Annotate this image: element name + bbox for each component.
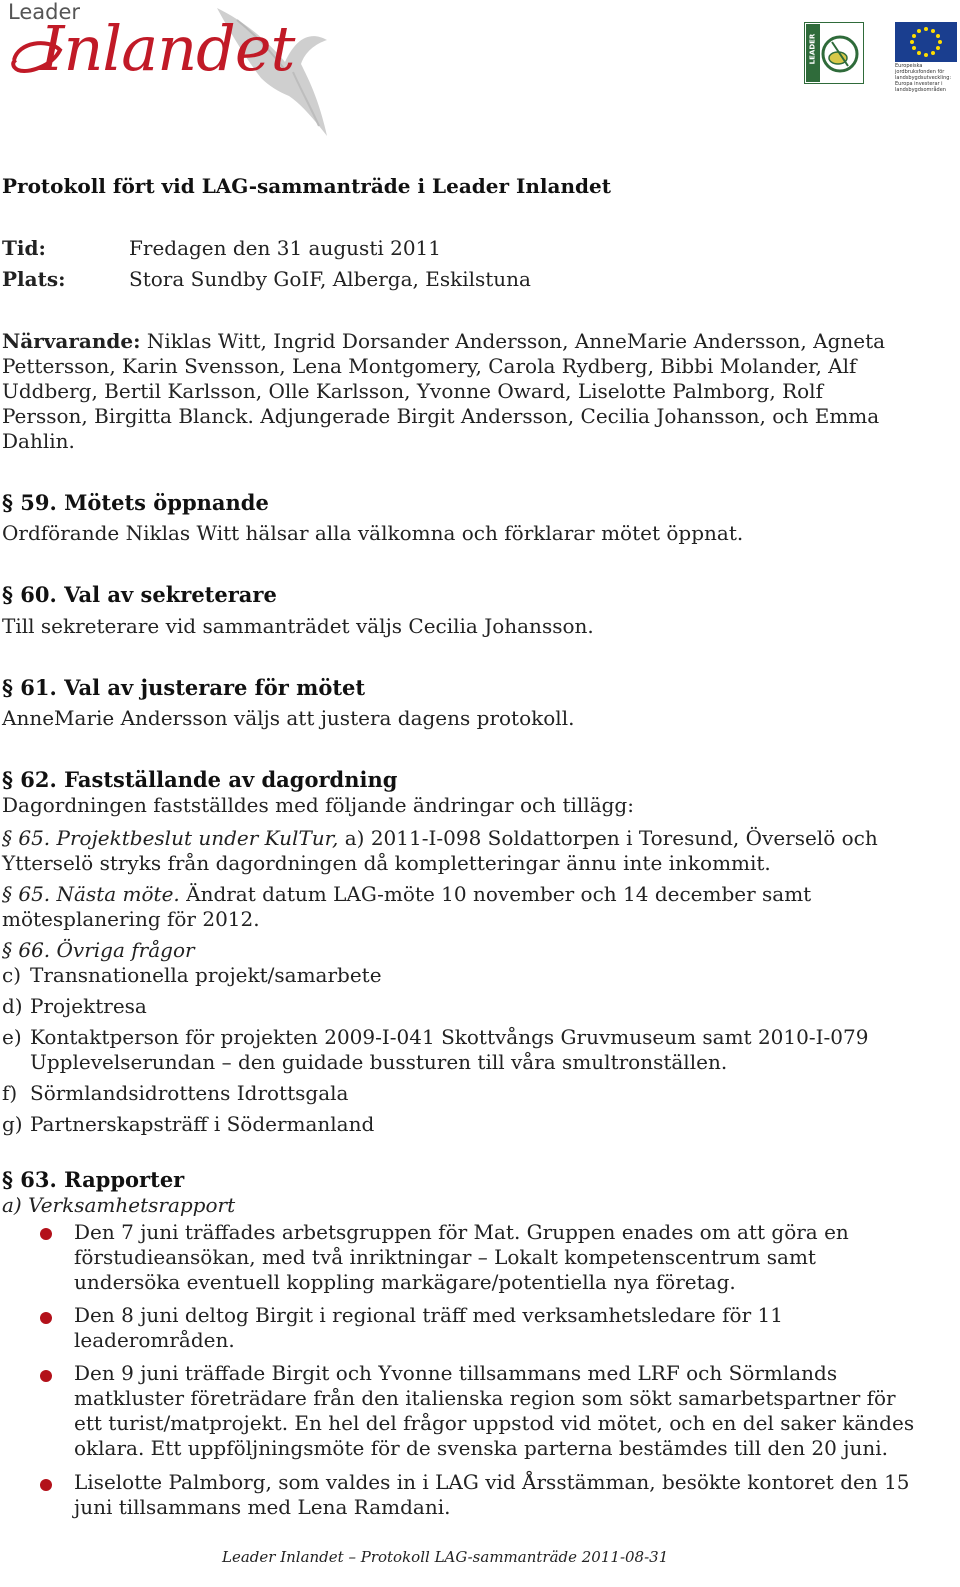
list-item-e-line2: Upplevelserundan – den guidade bussturen till våra smultronställen.	[30, 1050, 728, 1074]
narvarande-paragraph	[2, 329, 902, 454]
section-63-heading: § 63. Rapporter	[2, 1167, 185, 1192]
eu-caption: Europeiska jordbruksfonden för landsbygdsutveckling: Europa investerar i landsbygdsområden	[895, 63, 952, 93]
agenda-change-1-line2: Ytterselö stryks från dagordningen då kompletteringar ännu inte inkommit.	[2, 851, 771, 875]
narvarande-line-1: Närvarande: Niklas Witt, Ingrid Dorsander Andersson, AnneMarie Andersson, Agneta	[2, 329, 886, 353]
report-bullet-1: Den 7 juni träffades arbetsgruppen för Mat. Gruppen enades om att göra en förstudieansökan, med två inriktningar – Lokalt kompetenscentrum samt undersöka eventuell koppling markägare/potentiella nya företag.	[74, 1220, 849, 1294]
list-item-g: g) Partnerskapsträff i Södermanland	[2, 1112, 375, 1136]
agenda-change-2: § 65. Nästa möte. Ändrat datum LAG-möte 10 november och 14 december samt	[2, 882, 812, 906]
section-62-body: Dagordningen fastställdes med följande ändringar och tillägg:	[2, 793, 634, 817]
section-59-heading: § 59. Mötets öppnande	[2, 490, 269, 515]
report-bullet-4: Liselotte Palmborg, som valdes in i LAG vid Årsstämman, besökte kontoret den 15 juni tillsammans med Lena Ramdani.	[74, 1470, 910, 1519]
bullet-icon	[40, 1312, 52, 1324]
narvarande-line-5: Dahlin.	[2, 429, 75, 453]
list-item-c: c) Transnationella projekt/samarbete	[2, 963, 382, 987]
bullet-icon	[40, 1479, 52, 1491]
section-61-body: AnneMarie Andersson väljs att justera dagens protokoll.	[2, 706, 575, 730]
list-item-f: f) Sörmlandsidrottens Idrottsgala	[2, 1081, 349, 1105]
section-60-body: Till sekreterare vid sammanträdet väljs Cecilia Johansson.	[2, 614, 594, 638]
section-59-body: Ordförande Niklas Witt hälsar alla välkomna och förklarar mötet öppnat.	[2, 521, 744, 545]
report-bullet-3: Den 9 juni träffade Birgit och Yvonne tillsammans med LRF och Sörmlands matkluster företrädare från den italienska region som sökt samarbetspartner för ett turist/matprojekt. En hel del frågor uppstod vid mötet, och en del saker kändes oklara. Ett uppföljningsmöte för de svenska parterna bestämdes till den 20 juni.	[74, 1361, 915, 1460]
narvarande-line-4: Persson, Birgitta Blanck. Adjungerade Birgit Andersson, Cecilia Johansson, och Emma	[2, 404, 880, 428]
bullet-icon	[40, 1370, 52, 1382]
list-item-e: e) Kontaktperson för projekten 2009-I-041 Skottvångs Gruvmuseum samt 2010-I-079	[2, 1025, 869, 1049]
tid-label: Tid:	[2, 236, 46, 260]
report-bullet-2: Den 8 juni deltog Birgit i regional träff med verksamhetsledare för 11 leaderområden.	[74, 1303, 783, 1352]
leader-logo-text: LEADER	[808, 33, 817, 65]
page-footer: Leader Inlandet – Protokoll LAG-sammanträde 2011-08-31	[222, 1548, 669, 1566]
list-item-d: d) Projektresa	[2, 994, 147, 1018]
plats-label: Plats:	[2, 267, 66, 291]
tid-value: Fredagen den 31 augusti 2011	[129, 236, 442, 260]
agenda-change-2-line2: mötesplanering för 2012.	[2, 907, 260, 931]
logo-text-small: Leader	[8, 0, 81, 24]
narvarande-line-3: Uddberg, Bertil Karlsson, Olle Karlsson, Yvonne Oward, Liselotte Palmborg, Rolf	[2, 379, 823, 403]
agenda-change-3: § 66. Övriga frågor	[2, 938, 195, 962]
plats-value: Stora Sundby GoIF, Alberga, Eskilstuna	[129, 267, 531, 291]
leader-inlandet-logo	[2, 0, 337, 140]
agenda-change-1: § 65. Projektbeslut under KulTur, a) 2011-I-098 Soldattorpen i Toresund, Överselö och	[2, 826, 878, 850]
bullet-icon	[40, 1228, 52, 1240]
logo-text-big: Inlandet	[40, 12, 295, 85]
section-61-heading: § 61. Val av justerare för mötet	[2, 675, 366, 700]
section-60-heading: § 60. Val av sekreterare	[2, 582, 277, 607]
section-63-subheading: a) Verksamhetsrapport	[2, 1193, 236, 1217]
narvarande-label: Närvarande:	[2, 329, 141, 353]
section-62-heading: § 62. Fastställande av dagordning	[2, 767, 398, 792]
page-title: Protokoll fört vid LAG-sammanträde i Leader Inlandet	[2, 174, 611, 198]
narvarande-line-2: Pettersson, Karin Svensson, Lena Montgomery, Carola Rydberg, Bibbi Molander, Alf	[2, 354, 857, 378]
